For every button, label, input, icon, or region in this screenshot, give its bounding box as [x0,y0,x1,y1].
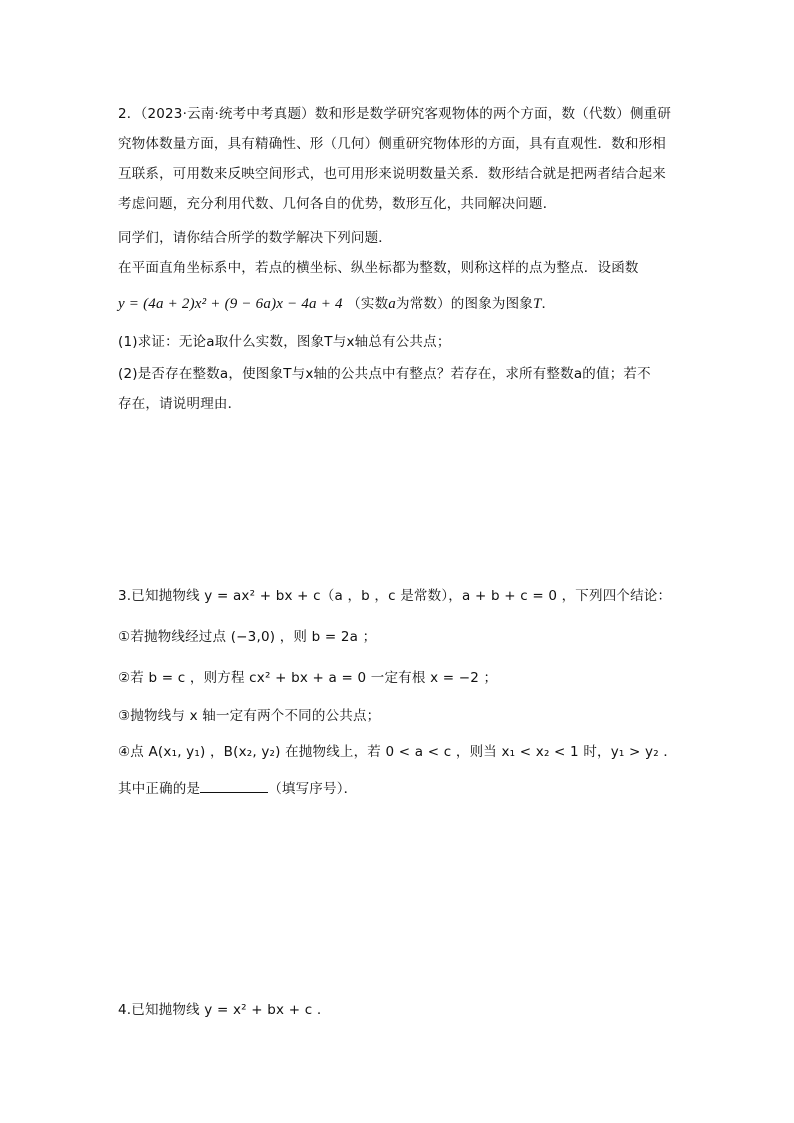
q3-conclusion-2: ②若 b = c ，则方程 cx² + bx + a = 0 一定有根 x = −2 ； [118,670,498,686]
q3-line-1: 3.已知抛物线 y = ax² + bx + c（a ，b ，c 是常数），a + b + c = 0 ，下列四个结论： [118,588,672,604]
q2-function-formula: y = (4a + 2)x² + (9 − 6a)x − 4a + 4 [118,296,343,312]
q2-function-suffix-2: 为常数）的图象为图象 [396,296,533,312]
q2-line-3: 互联系，可用数来反映空间形式，也可用形来说明数量关系．数形结合就是把两者结合起来 [118,166,666,182]
q2-line-6: 在平面直角坐标系中，若点的横坐标、纵坐标都为整数，则称这样的点为整点．设函数 [118,260,639,276]
q2-part-2-line-2: 存在，请说明理由． [118,396,242,412]
q2-part-1: (1)求证：无论a取什么实数，图象T与x轴总有公共点； [118,334,451,350]
q2-part-2-line-1: (2)是否存在整数a，使图象T与x轴的公共点中有整点？若存在，求所有整数a的值；若不 [118,366,651,382]
answer-blank[interactable] [200,778,268,793]
q3-answer-prefix: 其中正确的是 [118,781,201,797]
q4-line-1: 4.已知抛物线 y = x² + bx + c . [118,1002,322,1018]
q3-answer-line [118,778,357,799]
q2-line-5: 同学们，请你结合所学的数学解决下列问题． [118,230,392,246]
q3-conclusion-4: ④点 A(x₁, y₁) ，B(x₂, y₂) 在抛物线上，若 0 < a < c ，则当 x₁ < x₂ < 1 时，y₁ > y₂ ． [118,744,678,760]
q2-var-T: T [533,296,542,312]
q3-conclusion-3: ③抛物线与 x 轴一定有两个不同的公共点； [118,708,381,724]
q2-function-line [118,294,555,314]
q2-line-4: 考虑问题，充分利用代数、几何各自的优势，数形互化，共同解决问题． [118,196,557,212]
q3-answer-suffix: （填写序号）． [268,781,358,797]
q2-function-suffix-1: （实数 [347,296,389,312]
q3-conclusion-1: ①若抛物线经过点 (−3,0) ，则 b = 2a ； [118,629,377,645]
q2-var-a: a [388,296,396,312]
q2-function-suffix-3: ． [541,296,556,312]
q2-line-2: 究物体数量方面，具有精确性、形（几何）侧重研究物体形的方面，具有直观性．数和形相 [118,136,666,152]
q2-line-1: 2．（2023·云南·统考中考真题）数和形是数学研究客观物体的两个方面，数（代数）侧重研 [118,106,672,122]
